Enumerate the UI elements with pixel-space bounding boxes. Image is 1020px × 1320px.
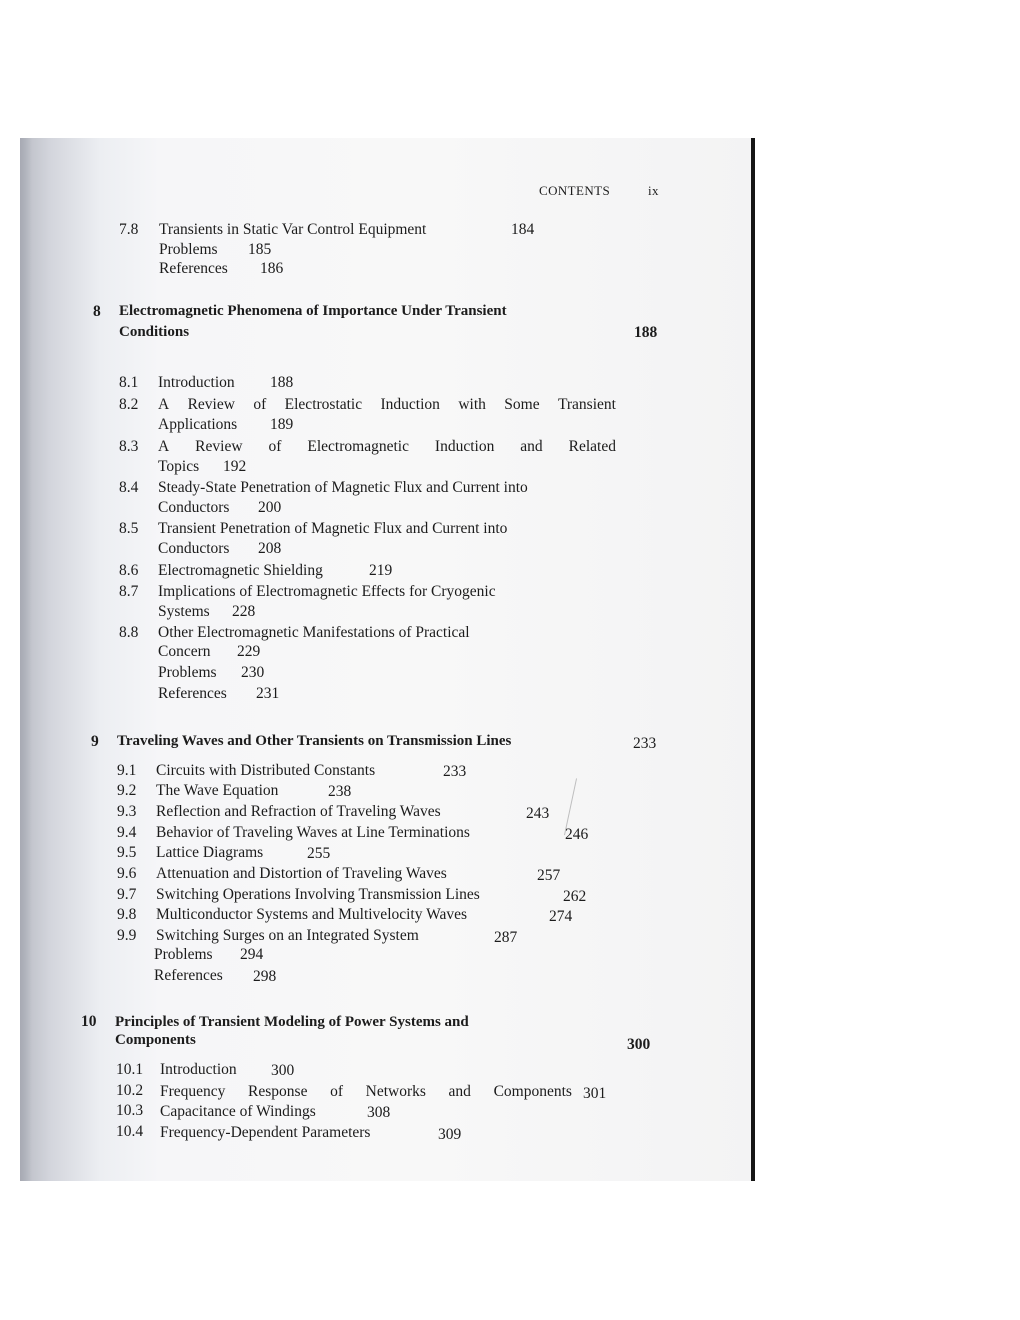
section-page: 300 (271, 1062, 295, 1079)
section-number: 9.8 (117, 906, 137, 923)
section-title: The Wave Equation (156, 782, 279, 799)
section-title-line-1: Transient Penetration of Magnetic Flux and Current into (158, 520, 508, 537)
running-header-label: CONTENTS (539, 183, 611, 198)
section-title: Lattice Diagrams (156, 844, 264, 861)
section-number: 9.3 (117, 803, 137, 820)
problems-page: 230 (241, 664, 265, 681)
chapter-title-line-1: Electromagnetic Phenomena of Importance Under Transient (119, 303, 507, 319)
references-label: References (154, 967, 223, 984)
section-title-line-2: Applications (158, 416, 238, 433)
section-page: 262 (563, 888, 587, 905)
problems-page: 185 (248, 241, 272, 258)
references-page: 231 (256, 685, 280, 702)
title-word: A (158, 396, 170, 413)
section-title: Capacitance of Windings (160, 1103, 316, 1120)
title-word: Components (493, 1083, 572, 1100)
section-title: Electromagnetic Shielding (158, 562, 323, 579)
section-title-line-2: Systems (158, 603, 210, 620)
section-number: 9.1 (117, 762, 137, 779)
section-title: Circuits with Distributed Constants (156, 762, 376, 779)
section-page: 274 (549, 908, 573, 925)
title-word: Review (195, 438, 243, 455)
section-page: 208 (258, 540, 282, 557)
section-title: Switching Surges on an Integrated System (156, 927, 419, 944)
section-page: 188 (270, 374, 294, 391)
section-title: Attenuation and Distortion of Traveling Waves (156, 865, 447, 882)
section-page: 228 (232, 603, 256, 620)
title-word: Review (187, 396, 235, 413)
section-title: Multiconductor Systems and Multivelocity Waves (156, 906, 468, 923)
title-word: Induction (380, 396, 440, 413)
section-title-line-1: Other Electromagnetic Manifestations of Practical (158, 624, 470, 641)
section-title: Introduction (160, 1061, 237, 1078)
section-title (160, 1083, 572, 1101)
section-title: Frequency-Dependent Parameters (160, 1124, 371, 1141)
section-page: 309 (438, 1126, 462, 1143)
section-title-line-2: Conductors (158, 499, 230, 516)
section-title: Behavior of Traveling Waves at Line Terminations (156, 824, 470, 841)
section-page: 287 (494, 929, 518, 946)
section-number: 9.5 (117, 844, 137, 861)
section-title: Introduction (158, 374, 235, 391)
chapter-page: 300 (627, 1036, 651, 1053)
section-page: 255 (307, 845, 331, 862)
section-page: 246 (565, 826, 589, 843)
section-number: 9.7 (117, 886, 137, 903)
section-page: 243 (526, 805, 550, 822)
section-title: Switching Operations Involving Transmission Lines (156, 886, 480, 903)
chapter-title-line-2: Components (115, 1032, 196, 1048)
scanned-page (20, 138, 755, 1181)
section-number: 8.3 (119, 438, 139, 455)
running-header-page-number: ix (648, 183, 659, 198)
chapter-number: 10 (81, 1013, 97, 1030)
section-title-line-1 (158, 438, 616, 456)
references-label: References (159, 260, 228, 277)
title-word: and (520, 438, 543, 455)
section-number: 9.2 (117, 782, 137, 799)
problems-page: 294 (240, 946, 264, 963)
references-label: References (158, 685, 227, 702)
section-number: 10.2 (116, 1082, 144, 1099)
page-gutter-shadow (20, 138, 32, 1181)
section-page: 238 (328, 783, 352, 800)
section-title: Transients in Static Var Control Equipment (159, 221, 427, 238)
section-page: 257 (537, 867, 561, 884)
section-number: 8.2 (119, 396, 139, 413)
section-number: 9.9 (117, 927, 137, 944)
section-page: 189 (270, 416, 294, 433)
section-number: 8.7 (119, 583, 139, 600)
chapter-title-line-2: Conditions (119, 324, 190, 340)
title-word: of (330, 1083, 344, 1100)
section-number: 8.8 (119, 624, 139, 641)
section-title-line-1: Implications of Electromagnetic Effects for Cryogenic (158, 583, 496, 600)
title-word: of (253, 396, 267, 413)
references-page: 186 (260, 260, 284, 277)
section-page: 233 (443, 763, 467, 780)
section-title: Reflection and Refraction of Traveling Waves (156, 803, 441, 820)
section-title-line-1: Steady-State Penetration of Magnetic Flux and Current into (158, 479, 528, 496)
section-number: 9.4 (117, 824, 137, 841)
chapter-number: 8 (93, 303, 101, 320)
chapter-page: 188 (634, 324, 658, 341)
title-word: Frequency (160, 1083, 226, 1100)
section-page: 219 (369, 562, 393, 579)
title-word: Transient (557, 396, 616, 413)
section-number: 7.8 (119, 221, 139, 238)
references-page: 298 (253, 968, 277, 985)
section-title-line-2: Topics (158, 458, 200, 475)
section-page: 184 (511, 221, 535, 238)
section-page: 229 (237, 643, 261, 660)
section-page: 192 (223, 458, 247, 475)
title-word: Some (504, 396, 540, 413)
title-word: Related (568, 438, 616, 455)
section-page: 308 (367, 1104, 391, 1121)
title-word: and (448, 1083, 471, 1100)
title-word: Response (248, 1083, 308, 1100)
title-word: Induction (434, 438, 495, 455)
chapter-page: 233 (633, 735, 657, 752)
section-number: 8.4 (119, 479, 139, 496)
title-word: of (268, 438, 282, 455)
title-word: Electrostatic (284, 396, 363, 413)
chapter-number: 9 (91, 733, 99, 750)
section-number: 9.6 (117, 865, 137, 882)
title-word: with (458, 396, 486, 413)
section-number: 8.1 (119, 374, 139, 391)
section-number: 10.4 (116, 1123, 144, 1140)
title-word: Electromagnetic (307, 438, 409, 455)
section-page: 200 (258, 499, 282, 516)
title-word: Networks (365, 1083, 426, 1100)
problems-label: Problems (158, 664, 217, 681)
page-edge (751, 138, 755, 1181)
section-page: 301 (583, 1085, 607, 1102)
section-number: 10.3 (116, 1102, 144, 1119)
section-number: 8.5 (119, 520, 139, 537)
section-number: 8.6 (119, 562, 139, 579)
problems-label: Problems (159, 241, 218, 258)
section-number: 10.1 (116, 1061, 144, 1078)
section-title-line-1 (158, 396, 616, 414)
problems-label: Problems (154, 946, 213, 963)
section-title-line-2: Concern (158, 643, 211, 660)
title-word: A (158, 438, 170, 455)
chapter-title-line-1: Principles of Transient Modeling of Power Systems and (115, 1014, 469, 1030)
chapter-title: Traveling Waves and Other Transients on Transmission Lines (117, 733, 512, 749)
section-title-line-2: Conductors (158, 540, 230, 557)
